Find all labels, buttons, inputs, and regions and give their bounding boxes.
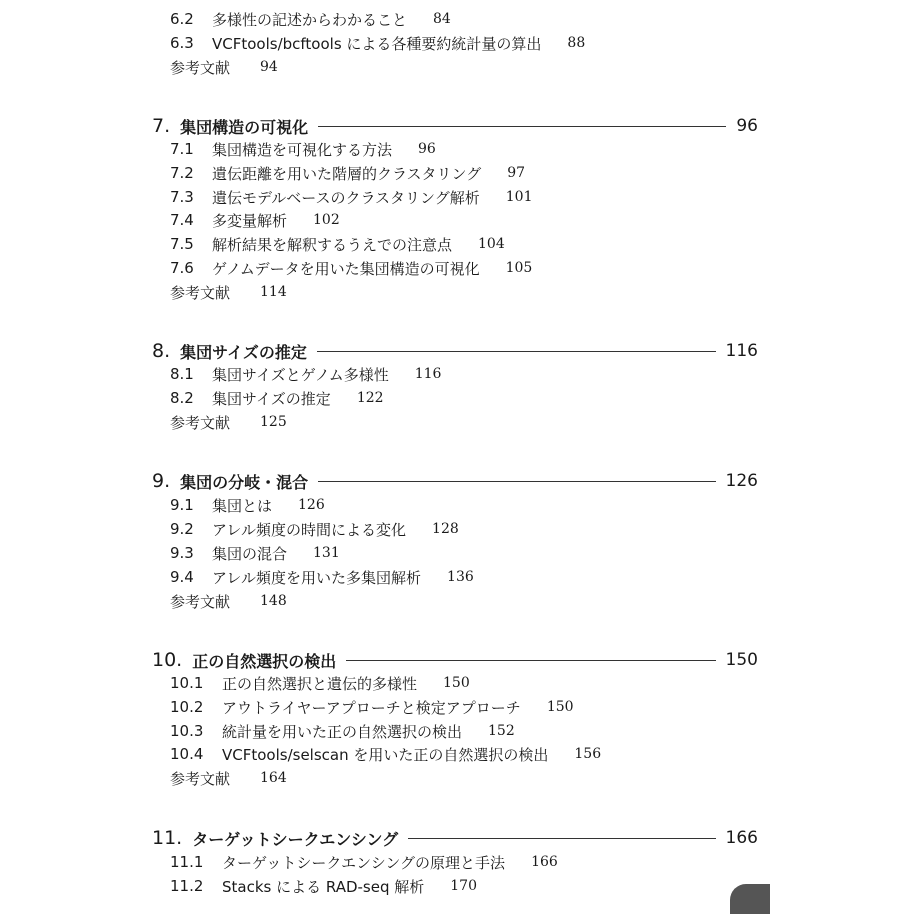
section-entry[interactable] <box>170 720 515 742</box>
section-entry[interactable] <box>170 542 340 564</box>
section-title: 集団とは <box>212 496 273 515</box>
section-number: 6.3 <box>170 34 194 52</box>
section-number: 10.3 <box>170 722 204 740</box>
chapter-page-number: 150 <box>725 650 758 670</box>
leader-rule <box>346 660 715 661</box>
section-title: アウトライヤーアプローチと検定アプローチ <box>222 698 521 717</box>
section-number: 11.2 <box>170 877 204 895</box>
chapter-number: 7. <box>152 115 171 137</box>
section-title: アレル頻度の時間による変化 <box>212 520 407 539</box>
chapter-page-number: 96 <box>736 116 758 136</box>
section-number: 7.4 <box>170 211 194 229</box>
chapter-heading[interactable] <box>152 468 758 494</box>
chapter-heading[interactable] <box>152 338 758 364</box>
chapter-title: 集団サイズの推定 <box>180 342 307 362</box>
section-number: 10.1 <box>170 674 204 692</box>
chapter-heading[interactable] <box>152 647 758 673</box>
section-page-number: 105 <box>505 260 533 276</box>
section-title: 正の自然選択と遺伝的多様性 <box>222 674 418 693</box>
references-label: 参考文献 <box>170 283 231 302</box>
section-entry[interactable] <box>170 363 441 385</box>
section-number: 11.1 <box>170 853 204 871</box>
section-number: 7.1 <box>170 140 194 158</box>
section-title: 多変量解析 <box>212 211 288 230</box>
section-page-number: 84 <box>433 11 451 27</box>
references-entry[interactable] <box>170 411 287 433</box>
section-page-number: 164 <box>260 770 287 786</box>
section-number: 10.4 <box>170 745 204 763</box>
section-number: 10.2 <box>170 698 204 716</box>
leader-rule <box>318 481 715 482</box>
section-title: VCFtools/selscan を用いた正の自然選択の検出 <box>222 745 549 764</box>
section-number: 9.4 <box>170 568 194 586</box>
section-entry[interactable] <box>170 32 585 54</box>
section-page-number: 170 <box>450 878 477 894</box>
section-entry[interactable] <box>170 851 558 873</box>
section-page-number: 102 <box>313 212 340 228</box>
chapter-title: ターゲットシークエンシング <box>192 829 399 849</box>
section-entry[interactable] <box>170 494 325 516</box>
section-number: 9.3 <box>170 544 194 562</box>
section-number: 6.2 <box>170 10 194 28</box>
section-page-number: 166 <box>531 854 558 870</box>
section-title: 遺伝距離を用いた階層的クラスタリング <box>212 164 482 183</box>
section-number: 9.2 <box>170 520 194 538</box>
page-corner-tab <box>730 884 770 914</box>
section-entry[interactable] <box>170 209 340 231</box>
section-entry[interactable] <box>170 162 525 184</box>
references-entry[interactable] <box>170 767 287 789</box>
section-page-number: 96 <box>418 141 436 157</box>
chapter-title: 集団構造の可視化 <box>180 117 309 137</box>
references-label: 参考文献 <box>170 592 231 611</box>
section-page-number: 150 <box>546 699 574 715</box>
section-entry[interactable] <box>170 672 470 694</box>
section-page-number: 136 <box>447 569 474 585</box>
section-title: 集団サイズの推定 <box>212 389 331 408</box>
section-title: アレル頻度を用いた多集団解析 <box>212 568 422 587</box>
chapter-number: 11. <box>152 827 183 849</box>
section-page-number: 152 <box>488 723 515 739</box>
leader-rule <box>317 351 716 352</box>
references-entry[interactable] <box>170 590 287 612</box>
section-number: 7.3 <box>170 188 194 206</box>
section-number: 8.2 <box>170 389 194 407</box>
section-page-number: 125 <box>260 414 287 430</box>
section-title: 集団構造を可視化する方法 <box>212 140 393 159</box>
section-entry[interactable] <box>170 138 436 160</box>
section-entry[interactable] <box>170 233 505 255</box>
section-page-number: 104 <box>478 236 505 252</box>
chapter-title: 集団の分岐・混合 <box>180 472 309 492</box>
section-number: 7.2 <box>170 164 194 182</box>
section-page-number: 150 <box>443 675 470 691</box>
section-page-number: 131 <box>313 545 340 561</box>
section-title: 集団の混合 <box>212 544 288 563</box>
section-title: ターゲットシークエンシングの原理と手法 <box>222 853 506 872</box>
section-page-number: 148 <box>260 593 287 609</box>
section-title: 統計量を用いた正の自然選択の検出 <box>222 722 463 741</box>
section-page-number: 126 <box>298 497 325 513</box>
chapter-page-number: 116 <box>725 341 758 361</box>
chapter-heading[interactable] <box>152 113 758 139</box>
section-number: 7.6 <box>170 259 194 277</box>
section-number: 9.1 <box>170 496 194 514</box>
chapter-page-number: 126 <box>725 471 758 491</box>
section-entry[interactable] <box>170 387 384 409</box>
references-label: 参考文献 <box>170 413 231 432</box>
section-number: 8.1 <box>170 365 194 383</box>
section-entry[interactable] <box>170 257 532 279</box>
section-page-number: 97 <box>507 165 526 181</box>
chapter-number: 9. <box>152 470 171 492</box>
chapter-number: 8. <box>152 340 171 362</box>
section-title: ゲノムデータを用いた集団構造の可視化 <box>212 259 480 278</box>
section-page-number: 116 <box>414 366 442 382</box>
section-entry[interactable] <box>170 696 574 718</box>
leader-rule <box>318 126 726 127</box>
leader-rule <box>408 838 715 839</box>
section-page-number: 94 <box>260 59 278 75</box>
section-page-number: 101 <box>505 189 533 205</box>
section-page-number: 128 <box>432 521 459 537</box>
section-entry[interactable] <box>170 8 451 30</box>
section-entry[interactable] <box>170 186 533 208</box>
section-entry[interactable] <box>170 743 601 765</box>
section-page-number: 156 <box>574 746 602 762</box>
section-entry[interactable] <box>170 875 477 897</box>
section-page-number: 114 <box>260 284 287 300</box>
section-entry[interactable] <box>170 518 459 540</box>
section-title: 解析結果を解釈するうえでの注意点 <box>212 235 453 254</box>
section-page-number: 122 <box>356 390 384 406</box>
section-title: 集団サイズとゲノム多様性 <box>212 365 389 384</box>
section-title: 遺伝モデルベースのクラスタリング解析 <box>212 188 480 207</box>
section-page-number: 88 <box>567 35 586 51</box>
section-title: Stacks による RAD-seq 解析 <box>222 877 425 896</box>
section-title: VCFtools/bcftools による各種要約統計量の算出 <box>212 34 542 53</box>
section-title: 多様性の記述からわかること <box>212 10 408 29</box>
section-entry[interactable] <box>170 566 474 588</box>
chapter-page-number: 166 <box>725 828 758 848</box>
chapter-number: 10. <box>152 649 183 671</box>
references-entry[interactable] <box>170 56 278 78</box>
chapter-heading[interactable] <box>152 825 758 851</box>
references-label: 参考文献 <box>170 58 231 77</box>
references-label: 参考文献 <box>170 769 231 788</box>
section-number: 7.5 <box>170 235 194 253</box>
chapter-title: 正の自然選択の検出 <box>192 651 337 671</box>
references-entry[interactable] <box>170 281 287 303</box>
